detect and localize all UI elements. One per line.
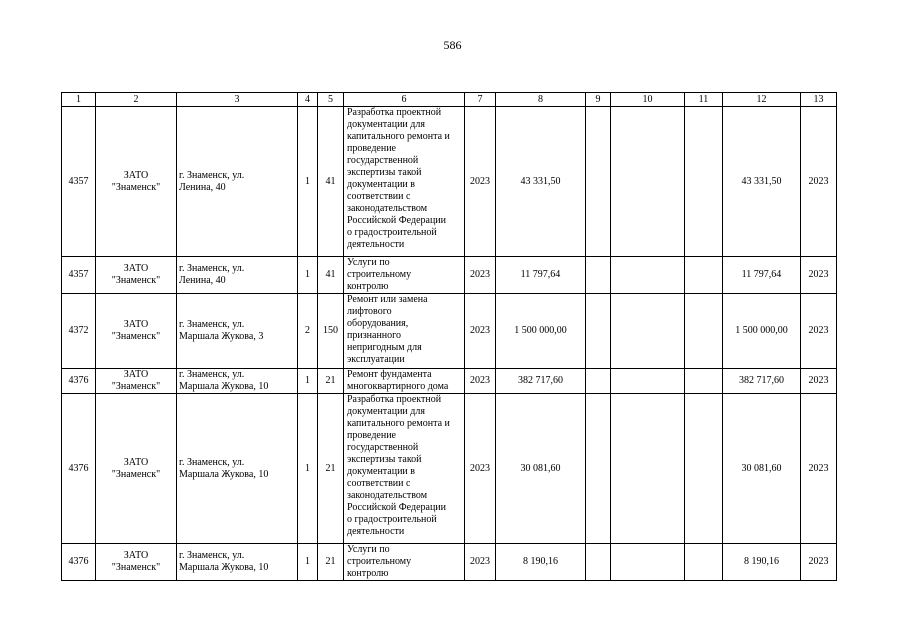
cell-line: экспертизы такой: [347, 454, 422, 465]
register-table: [61, 92, 837, 581]
cell-line: документации для: [347, 406, 425, 417]
municipality-cell: [96, 107, 177, 257]
page-number: 586: [443, 38, 462, 52]
cell-line: ЗАТО: [123, 263, 149, 274]
col10-cell: [611, 544, 685, 581]
column-header-9: 9: [586, 93, 611, 107]
column-header-10: 10: [611, 93, 685, 107]
cell-line: Ленина, 40: [179, 181, 226, 193]
table-body: [62, 93, 837, 581]
row-id: 4376: [62, 544, 96, 581]
year-cell: 2023: [465, 369, 496, 394]
total-cell: 1 500 000,00: [723, 294, 801, 369]
column-header-8: 8: [496, 93, 586, 107]
cell-line: г. Знаменск, ул.: [179, 456, 245, 468]
total-cell: 11 797,64: [723, 257, 801, 294]
col11-cell: [685, 369, 723, 394]
col10-cell: [611, 394, 685, 544]
row-id: 4376: [62, 394, 96, 544]
total-cell: 382 717,60: [723, 369, 801, 394]
cell-line: о градостроительной: [347, 227, 437, 238]
column-header-5: 5: [318, 93, 344, 107]
amount-cell: 11 797,64: [496, 257, 586, 294]
cell-line: соответствии с: [347, 478, 411, 489]
cell-line: Разработка проектной: [347, 394, 442, 405]
cell-line: Ленина, 40: [179, 275, 226, 286]
col4-cell: 1: [298, 369, 318, 394]
cell-line: о градостроительной: [347, 514, 437, 525]
col4-cell: 1: [298, 107, 318, 257]
address-cell: [177, 369, 298, 394]
completion-year-cell: 2023: [801, 294, 837, 369]
col4-cell: 1: [298, 394, 318, 544]
col5-cell: 41: [318, 257, 344, 294]
completion-year-cell: 2023: [801, 107, 837, 257]
cell-line: строительному: [347, 269, 412, 280]
col9-cell: [586, 369, 611, 394]
completion-year-cell: 2023: [801, 394, 837, 544]
cell-line: ЗАТО: [123, 319, 149, 330]
table-row: [62, 257, 837, 294]
amount-cell: 382 717,60: [496, 369, 586, 394]
col11-cell: [685, 257, 723, 294]
cell-line: "Знаменск": [111, 381, 161, 392]
address-cell: [177, 257, 298, 294]
column-header-6: 6: [344, 93, 465, 107]
row-id: 4372: [62, 294, 96, 369]
col11-cell: [685, 394, 723, 544]
column-header-11: 11: [685, 93, 723, 107]
work-type-cell: [344, 257, 465, 294]
cell-line: проведение: [347, 430, 396, 441]
cell-line: Российской Федерации: [347, 215, 447, 226]
cell-line: "Знаменск": [111, 468, 161, 480]
cell-line: ЗАТО: [123, 550, 149, 561]
cell-line: государственной: [347, 442, 419, 453]
municipality-cell: [96, 294, 177, 369]
cell-line: капитального ремонта и: [347, 131, 450, 142]
cell-line: контролю: [347, 281, 389, 292]
cell-line: г. Знаменск, ул.: [179, 550, 245, 561]
cell-line: документации в: [347, 179, 415, 190]
cell-line: признанного: [347, 330, 401, 341]
cell-line: Маршала Жукова, 3: [179, 331, 264, 342]
column-header-4: 4: [298, 93, 318, 107]
cell-line: Услуги по: [347, 257, 390, 268]
column-header-2: 2: [96, 93, 177, 107]
total-cell: 43 331,50: [723, 107, 801, 257]
cell-line: экспертизы такой: [347, 167, 422, 178]
table-row: [62, 394, 837, 544]
cell-line: "Знаменск": [111, 331, 161, 342]
col11-cell: [685, 107, 723, 257]
table-row: [62, 294, 837, 369]
col10-cell: [611, 369, 685, 394]
cell-line: ЗАТО: [123, 456, 149, 468]
table-row: [62, 544, 837, 581]
cell-line: документации в: [347, 466, 415, 477]
col11-cell: [685, 544, 723, 581]
cell-line: многоквартирного дома: [347, 381, 449, 392]
cell-line: проведение: [347, 143, 396, 154]
col10-cell: [611, 257, 685, 294]
cell-line: Ремонт фундамента: [347, 369, 432, 380]
row-id: 4357: [62, 257, 96, 294]
col9-cell: [586, 394, 611, 544]
cell-line: документации для: [347, 119, 425, 130]
cell-line: оборудования,: [347, 318, 409, 329]
cell-line: г. Знаменск, ул.: [179, 369, 245, 380]
municipality-cell: [96, 394, 177, 544]
col5-cell: 21: [318, 394, 344, 544]
year-cell: 2023: [465, 544, 496, 581]
completion-year-cell: 2023: [801, 544, 837, 581]
col5-cell: 41: [318, 107, 344, 257]
cell-line: государственной: [347, 155, 419, 166]
cell-line: г. Знаменск, ул.: [179, 319, 245, 330]
amount-cell: 30 081,60: [496, 394, 586, 544]
col9-cell: [586, 107, 611, 257]
row-id: 4376: [62, 369, 96, 394]
col5-cell: 21: [318, 544, 344, 581]
col9-cell: [586, 294, 611, 369]
col9-cell: [586, 544, 611, 581]
column-header-13: 13: [801, 93, 837, 107]
cell-line: контролю: [347, 568, 389, 579]
cell-line: Ремонт или замена: [347, 294, 428, 305]
col9-cell: [586, 257, 611, 294]
cell-line: Маршала Жукова, 10: [179, 562, 269, 573]
cell-line: "Знаменск": [111, 275, 161, 286]
amount-cell: 43 331,50: [496, 107, 586, 257]
col5-cell: 150: [318, 294, 344, 369]
cell-line: Услуги по: [347, 544, 390, 555]
col10-cell: [611, 107, 685, 257]
cell-line: непригодным для: [347, 342, 422, 353]
cell-line: лифтового: [347, 306, 392, 317]
col4-cell: 1: [298, 257, 318, 294]
work-type-cell: [344, 394, 465, 544]
table-row: [62, 107, 837, 257]
year-cell: 2023: [465, 394, 496, 544]
header-row: [62, 93, 837, 107]
address-cell: [177, 544, 298, 581]
address-cell: [177, 394, 298, 544]
cell-line: г. Знаменск, ул.: [179, 169, 245, 181]
cell-line: Маршала Жукова, 10: [179, 468, 269, 480]
column-header-3: 3: [177, 93, 298, 107]
col4-cell: 2: [298, 294, 318, 369]
cell-line: Разработка проектной: [347, 107, 442, 118]
col10-cell: [611, 294, 685, 369]
municipality-cell: [96, 369, 177, 394]
cell-line: "Знаменск": [111, 562, 161, 573]
year-cell: 2023: [465, 294, 496, 369]
cell-line: деятельности: [347, 239, 405, 250]
col11-cell: [685, 294, 723, 369]
cell-line: ЗАТО: [123, 369, 149, 380]
col5-cell: 21: [318, 369, 344, 394]
completion-year-cell: 2023: [801, 369, 837, 394]
municipality-cell: [96, 544, 177, 581]
municipality-cell: [96, 257, 177, 294]
col4-cell: 1: [298, 544, 318, 581]
cell-line: Маршала Жукова, 10: [179, 381, 269, 392]
table-row: [62, 369, 837, 394]
year-cell: 2023: [465, 107, 496, 257]
work-type-cell: [344, 544, 465, 581]
cell-line: г. Знаменск, ул.: [179, 263, 245, 274]
amount-cell: 8 190,16: [496, 544, 586, 581]
column-header-7: 7: [465, 93, 496, 107]
year-cell: 2023: [465, 257, 496, 294]
completion-year-cell: 2023: [801, 257, 837, 294]
row-id: 4357: [62, 107, 96, 257]
cell-line: строительному: [347, 556, 412, 567]
cell-line: законодательством: [347, 490, 428, 501]
amount-cell: 1 500 000,00: [496, 294, 586, 369]
total-cell: 30 081,60: [723, 394, 801, 544]
work-type-cell: [344, 294, 465, 369]
address-cell: [177, 294, 298, 369]
column-header-1: 1: [62, 93, 96, 107]
cell-line: ЗАТО: [123, 169, 149, 181]
cell-line: законодательством: [347, 203, 428, 214]
cell-line: "Знаменск": [111, 181, 161, 193]
address-cell: [177, 107, 298, 257]
work-type-cell: [344, 369, 465, 394]
cell-line: Российской Федерации: [347, 502, 447, 513]
total-cell: 8 190,16: [723, 544, 801, 581]
column-header-12: 12: [723, 93, 801, 107]
cell-line: соответствии с: [347, 191, 411, 202]
work-type-cell: [344, 107, 465, 257]
cell-line: деятельности: [347, 526, 405, 537]
cell-line: эксплуатации: [347, 354, 405, 365]
cell-line: капитального ремонта и: [347, 418, 450, 429]
